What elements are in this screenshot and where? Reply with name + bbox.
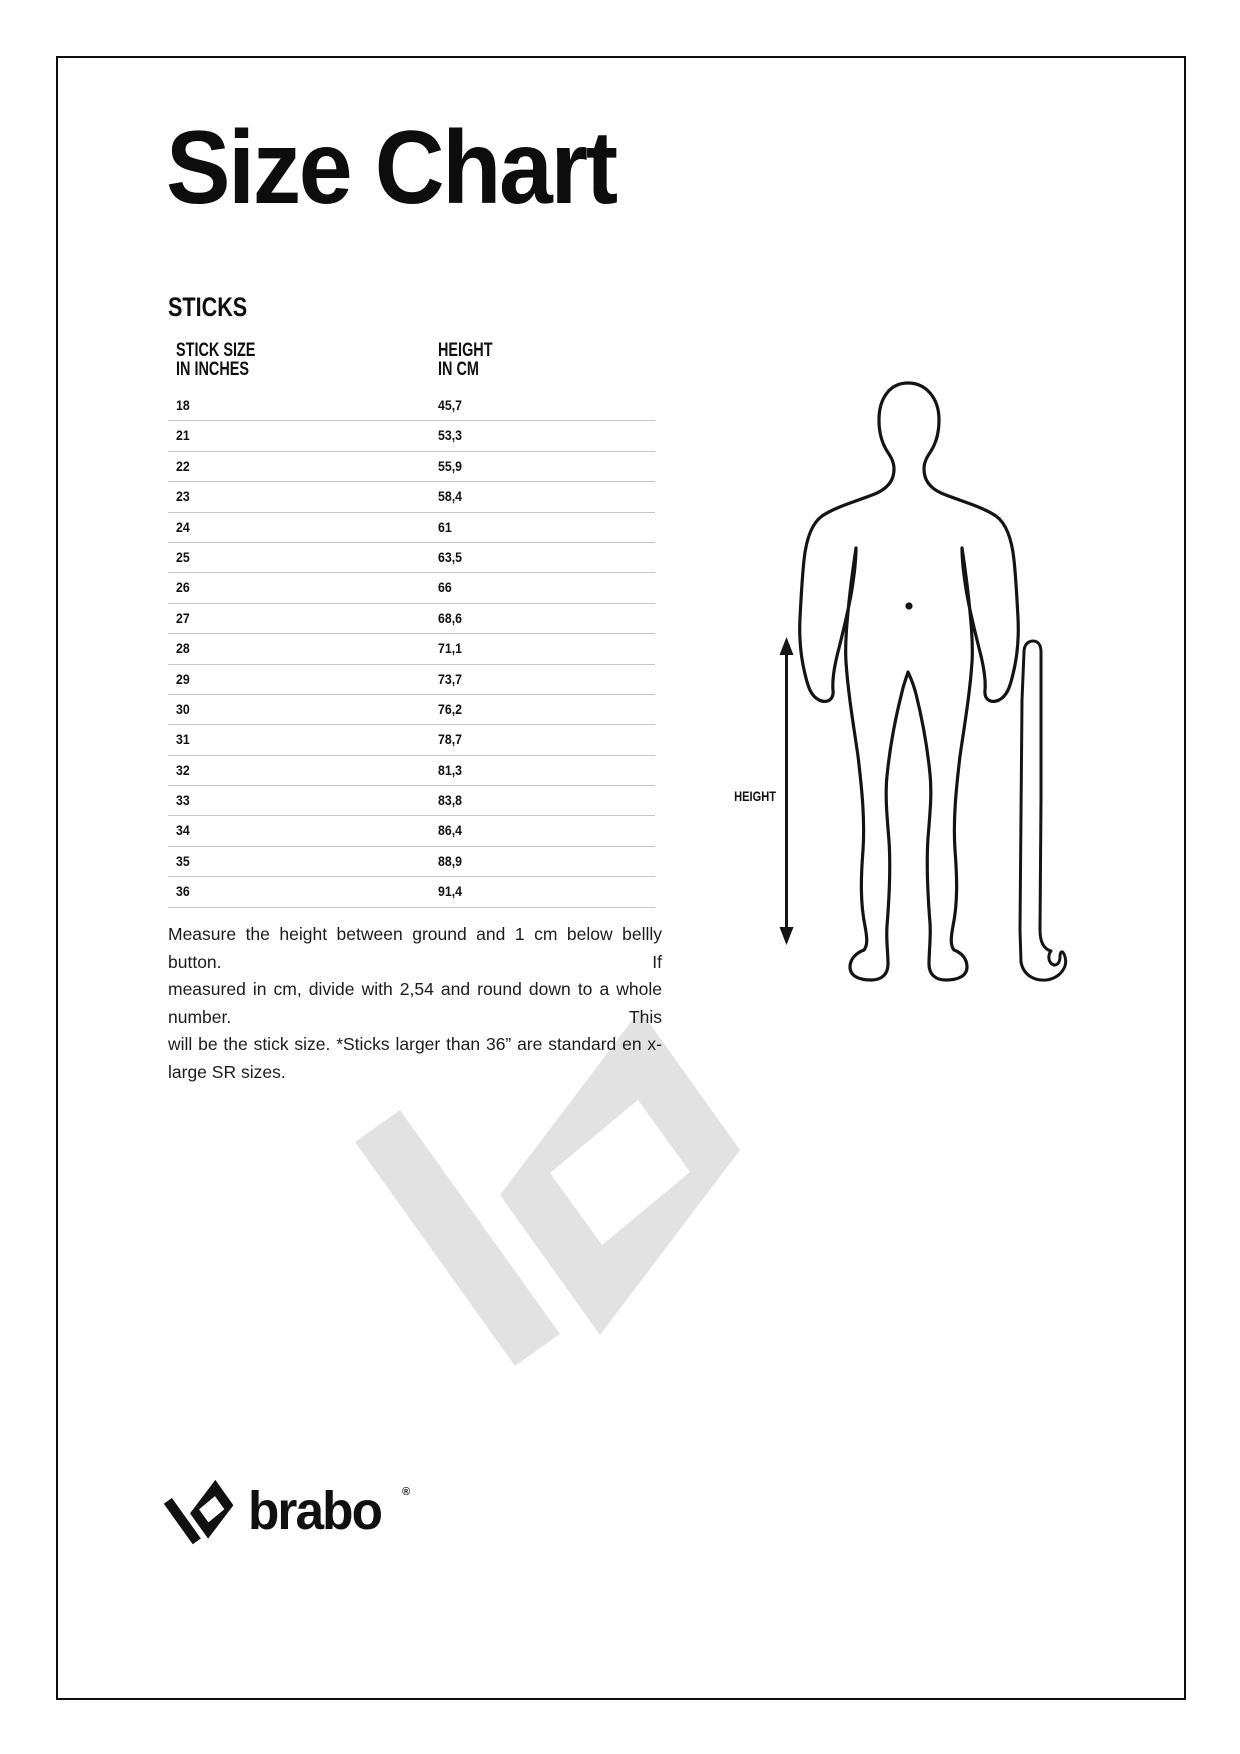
height-cm-cell: 53,3 bbox=[438, 427, 462, 444]
table-row bbox=[168, 695, 655, 725]
brabo-logo-icon bbox=[160, 1479, 239, 1545]
height-cm-cell: 76,2 bbox=[438, 700, 462, 717]
stick-size-cell: 28 bbox=[176, 640, 190, 657]
stick-size-cell: 23 bbox=[176, 488, 190, 505]
stick-size-cell: 25 bbox=[176, 548, 190, 565]
column-header-stick-size: STICK SIZE IN INCHES bbox=[176, 340, 256, 380]
stick-size-cell: 30 bbox=[176, 700, 190, 717]
registered-trademark-mark: ® bbox=[402, 1486, 411, 1498]
stick-size-cell: 31 bbox=[176, 731, 190, 748]
height-cm-cell: 45,7 bbox=[438, 397, 462, 413]
size-table-header bbox=[168, 341, 655, 381]
note-line: Measure the height between ground and 1 cm below bellly button. If bbox=[168, 924, 662, 972]
stick-size-cell: 29 bbox=[176, 670, 190, 687]
height-cm-cell: 63,5 bbox=[438, 548, 462, 565]
person-height-figure bbox=[680, 330, 1080, 1000]
stick-size-cell: 35 bbox=[176, 852, 190, 869]
table-row bbox=[168, 482, 655, 512]
table-row bbox=[168, 421, 655, 451]
height-arrow bbox=[780, 637, 794, 945]
height-cm-cell: 68,6 bbox=[438, 609, 462, 626]
height-cm-cell: 73,7 bbox=[438, 670, 462, 687]
table-row bbox=[168, 877, 655, 907]
height-cm-cell: 81,3 bbox=[438, 761, 462, 778]
table-row bbox=[168, 816, 655, 846]
table-row bbox=[168, 513, 655, 543]
stick-size-cell: 24 bbox=[176, 518, 190, 535]
height-cm-cell: 91,4 bbox=[438, 883, 462, 900]
note-line: measured in cm, divide with 2,54 and round down to a whole number. This bbox=[168, 979, 662, 1027]
note-line: will be the stick size. *Sticks larger than 36” are standard en x-large SR sizes. bbox=[168, 1034, 662, 1082]
height-cm-cell: 58,4 bbox=[438, 488, 462, 505]
table-row bbox=[168, 725, 655, 755]
stick-size-cell: 18 bbox=[176, 397, 190, 413]
hockey-stick bbox=[1020, 641, 1066, 980]
brabo-wordmark: brabo bbox=[248, 1481, 382, 1541]
table-row bbox=[168, 573, 655, 603]
stick-size-cell: 27 bbox=[176, 609, 190, 626]
table-row bbox=[168, 665, 655, 695]
table-row bbox=[168, 786, 655, 816]
table-row bbox=[168, 543, 655, 573]
size-table bbox=[168, 391, 655, 908]
height-cm-cell: 88,9 bbox=[438, 852, 462, 869]
table-row bbox=[168, 756, 655, 786]
height-cm-cell: 86,4 bbox=[438, 822, 462, 839]
sticks-heading: STICKS bbox=[168, 292, 248, 322]
page-title: Size Chart bbox=[166, 110, 616, 226]
height-cm-cell: 71,1 bbox=[438, 640, 462, 657]
belly-button-dot bbox=[905, 602, 912, 609]
person-silhouette bbox=[800, 383, 1019, 980]
table-row bbox=[168, 847, 655, 877]
stick-size-cell: 22 bbox=[176, 457, 190, 474]
stick-size-cell: 21 bbox=[176, 427, 190, 444]
height-cm-cell: 55,9 bbox=[438, 457, 462, 474]
stick-size-cell: 32 bbox=[176, 761, 190, 778]
table-row bbox=[168, 452, 655, 482]
height-cm-cell: 83,8 bbox=[438, 792, 462, 809]
stick-size-cell: 34 bbox=[176, 822, 190, 839]
measurement-note bbox=[168, 921, 662, 1086]
column-header-height: HEIGHT IN CM bbox=[438, 340, 493, 380]
table-row bbox=[168, 634, 655, 664]
stick-size-cell: 33 bbox=[176, 792, 190, 809]
height-label: HEIGHT bbox=[734, 789, 776, 804]
table-row bbox=[168, 391, 655, 421]
height-cm-cell: 66 bbox=[438, 579, 452, 596]
height-cm-cell: 78,7 bbox=[438, 731, 462, 748]
stick-size-cell: 26 bbox=[176, 579, 190, 596]
table-row bbox=[168, 604, 655, 634]
stick-size-cell: 36 bbox=[176, 883, 190, 900]
height-cm-cell: 61 bbox=[438, 518, 452, 535]
